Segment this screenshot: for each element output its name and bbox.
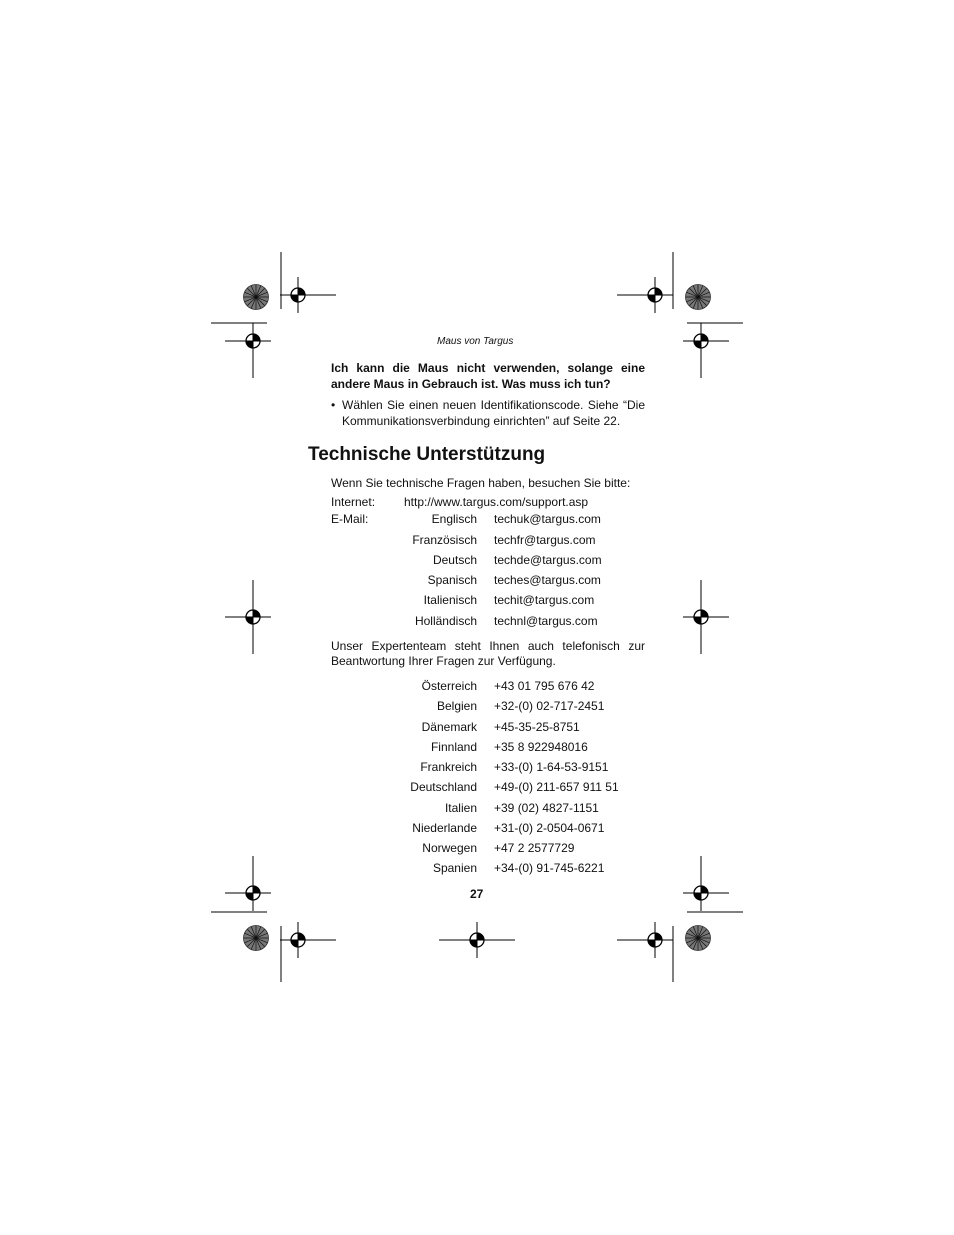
email-language: Italienisch [423, 593, 477, 607]
phone-number: +34-(0) 91-745-6221 [494, 861, 605, 875]
email-language: Deutsch [432, 553, 477, 567]
page-number: 27 [470, 887, 484, 901]
phone-number: +49-(0) 211-657 911 51 [494, 780, 619, 794]
phone-number: +33-(0) 1-64-53-9151 [494, 760, 609, 774]
email-language: Spanisch [427, 573, 477, 587]
internet-url[interactable]: http://www.targus.com/support.asp [404, 495, 589, 509]
phone-country: Österreich [421, 679, 477, 693]
running-head: Maus von Targus [437, 336, 514, 347]
email-address[interactable]: technl@targus.com [494, 614, 598, 628]
email-address[interactable]: techuk@targus.com [494, 512, 601, 526]
phone-intro: Unser Expertenteam steht Ihnen auch telefonisch zur Beantwortung Ihrer Fragen zur Verfügung. [331, 639, 645, 668]
phone-country: Frankreich [420, 760, 477, 774]
phone-country: Dänemark [421, 720, 477, 734]
phone-country: Finnland [430, 740, 477, 754]
email-address[interactable]: techde@targus.com [494, 553, 602, 567]
email-language: Englisch [431, 512, 477, 526]
email-language: Holländisch [414, 614, 477, 628]
phone-country: Norwegen [422, 841, 477, 855]
phone-country: Spanien [432, 861, 477, 875]
phone-number: +47 2 2577729 [494, 841, 575, 855]
phone-number: +39 (02) 4827-1151 [494, 801, 599, 815]
phone-country: Niederlande [412, 821, 477, 835]
section-title: Technische Unterstützung [308, 444, 546, 465]
phone-number: +35 8 922948016 [494, 740, 588, 754]
email-address[interactable]: teches@targus.com [494, 573, 601, 587]
bullet: • [331, 398, 336, 412]
internet-label: Internet: [331, 495, 376, 509]
faq-question: Ich kann die Maus nicht verwenden, solange eine andere Maus in Gebrauch ist. Was muss ich tun? [331, 361, 645, 391]
phone-number: +43 01 795 676 42 [494, 679, 595, 693]
email-label: E-Mail: [331, 512, 369, 526]
faq-answer-text: Wählen Sie einen neuen Identifikationscode. Siehe “Die Kommunikationsverbindung einrichten” auf Seite 22. [342, 398, 645, 428]
email-address[interactable]: techfr@targus.com [494, 533, 596, 547]
phone-number: +31-(0) 2-0504-0671 [494, 821, 605, 835]
support-intro: Wenn Sie technische Fragen haben, besuchen Sie bitte: [331, 476, 631, 490]
phone-country: Deutschland [410, 780, 477, 794]
faq-answer [331, 397, 645, 429]
phone-number: +32-(0) 02-717-2451 [494, 699, 605, 713]
phone-country: Belgien [436, 699, 477, 713]
email-address[interactable]: techit@targus.com [494, 593, 595, 607]
phone-country: Italien [444, 801, 477, 815]
email-language: Französisch [412, 533, 477, 547]
phone-number: +45-35-25-8751 [494, 720, 580, 734]
